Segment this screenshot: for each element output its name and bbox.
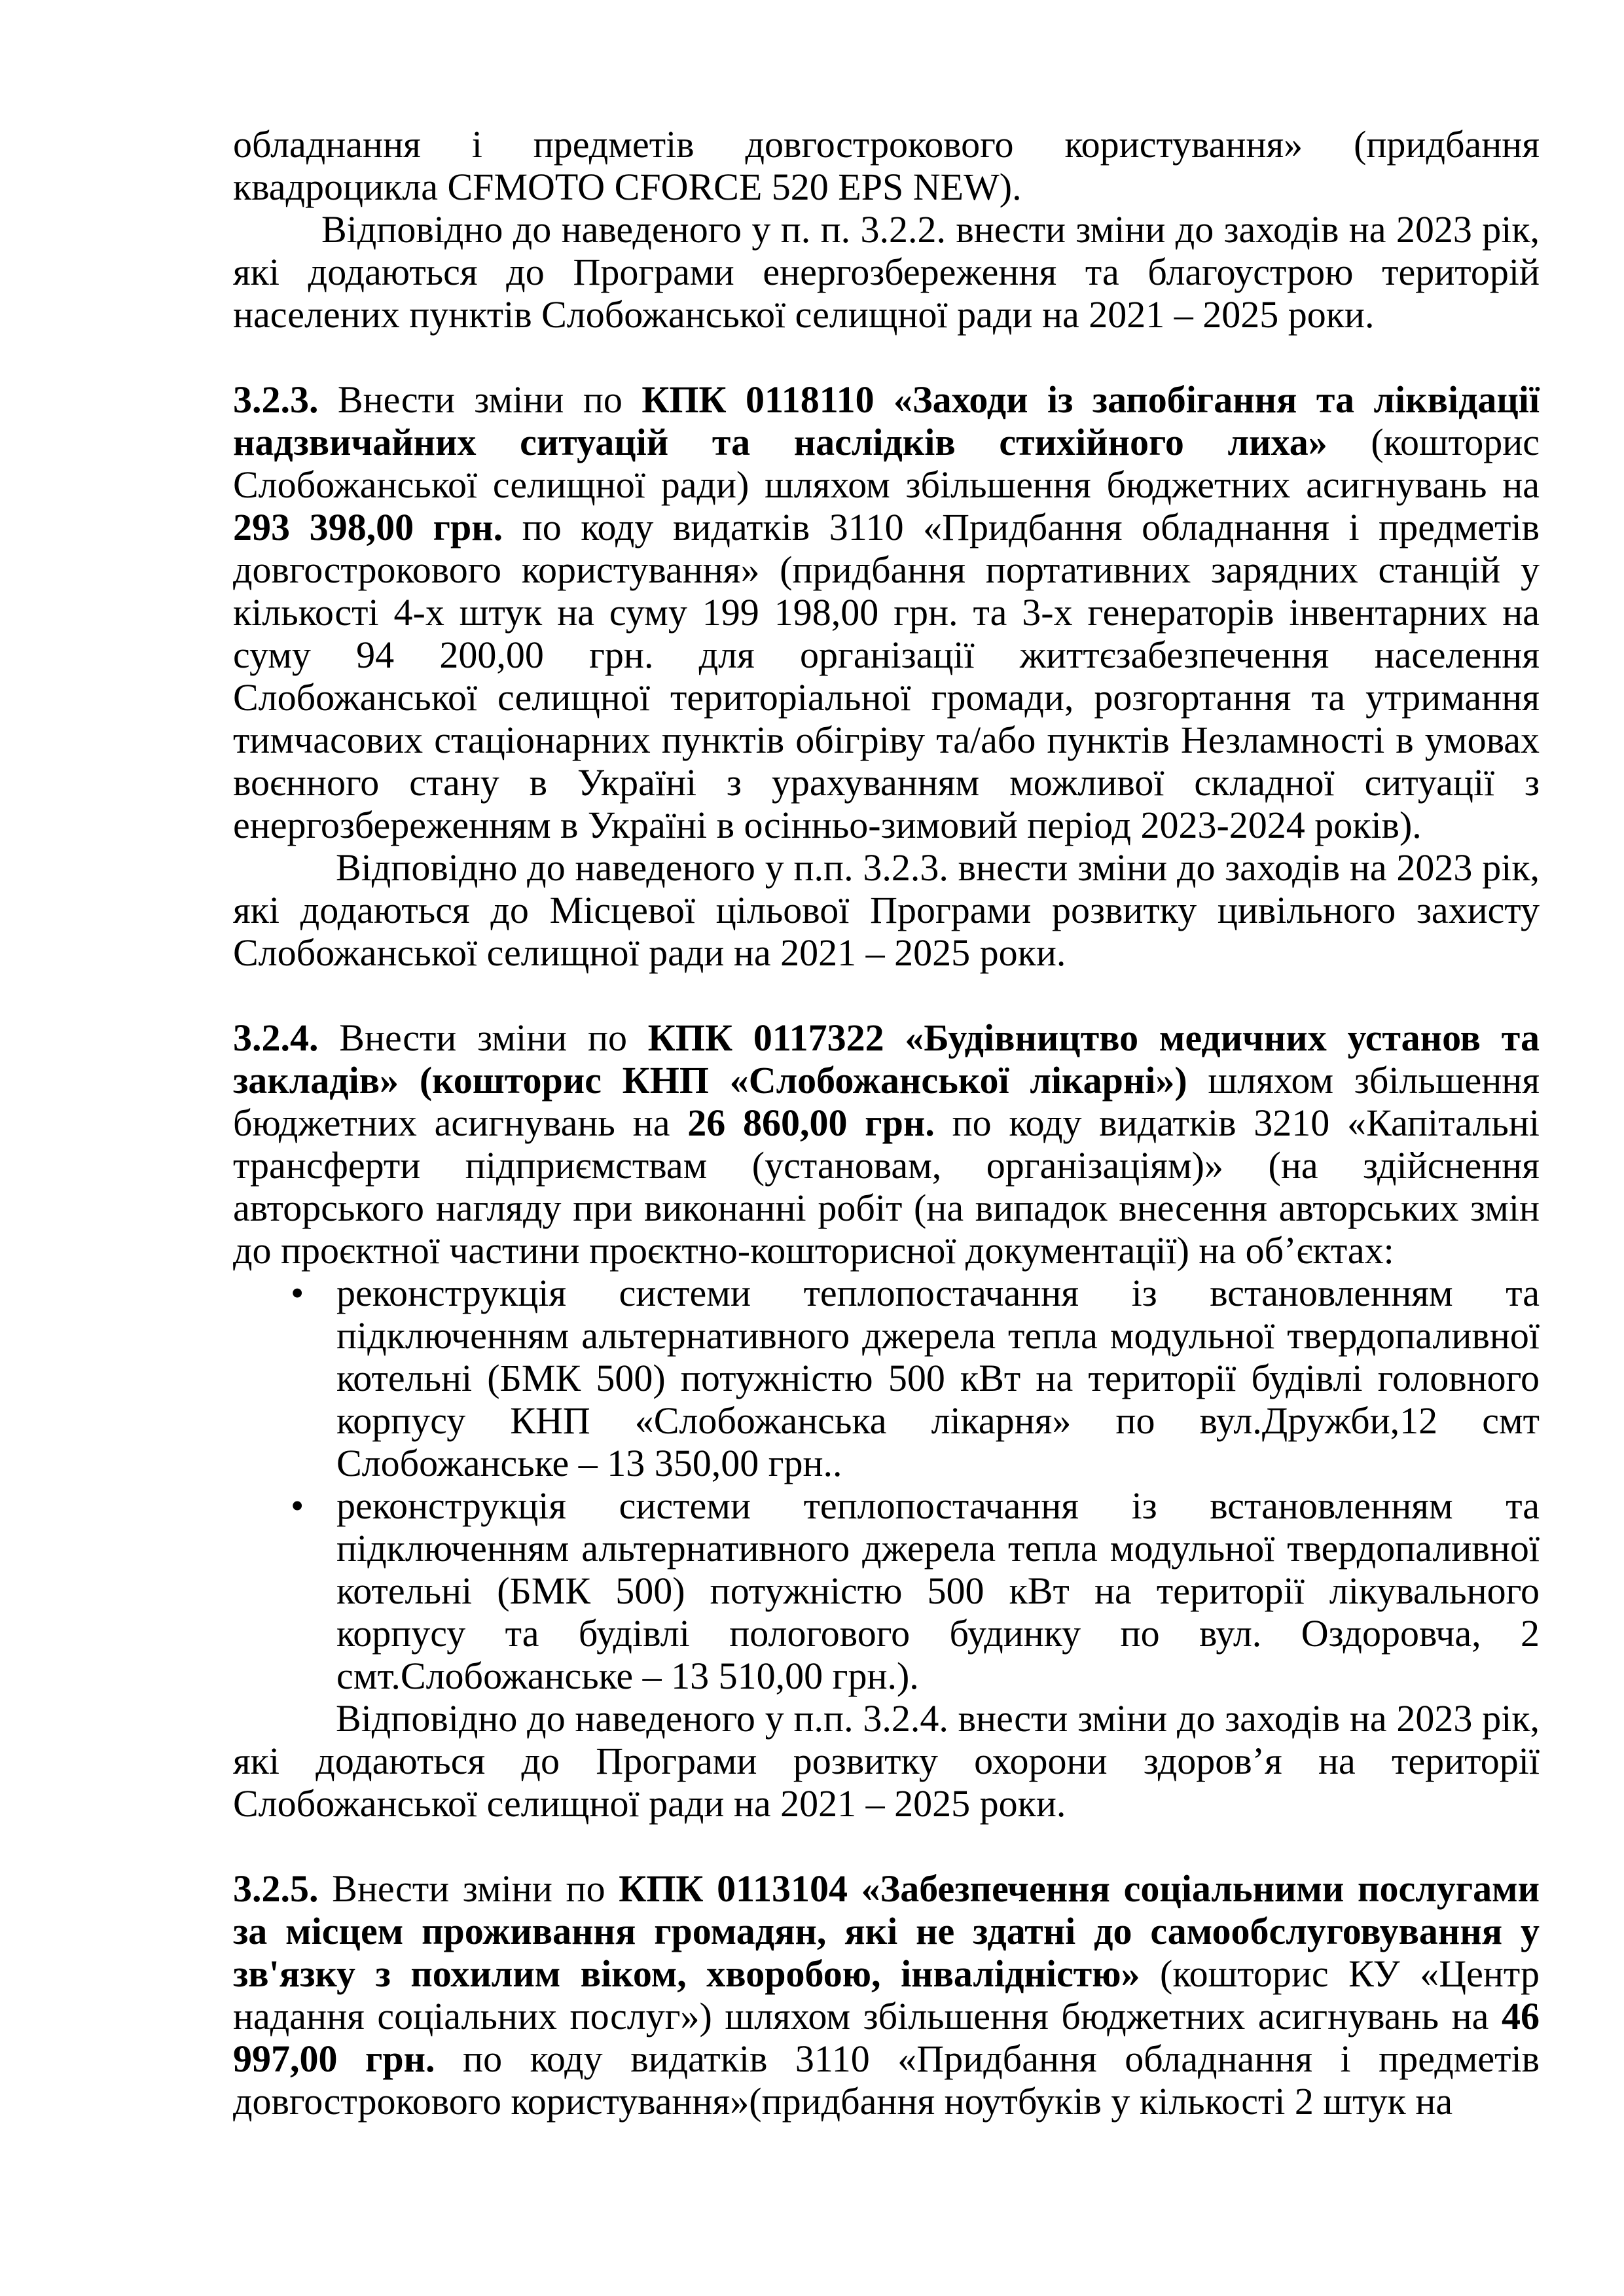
paragraph-note-324 bbox=[233, 1697, 1540, 1825]
amount: 293 398,00 грн. bbox=[233, 506, 503, 548]
bullet-icon: • bbox=[291, 1484, 304, 1527]
section-number: 3.2.5. bbox=[233, 1867, 319, 1910]
kpk-title: КПК 0113104 «Забезпечення соціальними послугами за місцем проживання громадян, які не здатні до самообслуговування у зв'язку з похилим віком, хворобою, інвалідністю» bbox=[233, 1867, 1540, 1995]
section-number: 3.2.3. bbox=[233, 378, 319, 421]
kpk-title: КПК 0118110 «Заходи із запобігання та ліквідації надзвичайних ситуацій та наслідків стихійного лиха» bbox=[233, 378, 1540, 463]
amount: 46 997,00 грн. bbox=[233, 1995, 1540, 2080]
list-item bbox=[233, 1484, 1540, 1697]
section-number: 3.2.4. bbox=[233, 1016, 319, 1059]
text: по коду видатків 3110 «Придбання обладнання і предметів довгострокового користування» (придбання портативних зарядних станцій у кількості 4-х штук на суму 199 198,00 грн. та 3-х генераторів інвентарних на суму 94 200,00 грн. для організації життєзабезпечення населення Слобожанської селищної територіальної громади, розгортання та утримання тимчасових стаціонарних пунктів обігріву та/або пунктів Незламності в умовах воєнного стану в Україні з урахуванням можливої складної ситуації з енергозбереженням в Україні в осінньо-зимовий період 2023-2024 років). bbox=[233, 506, 1540, 846]
paragraph-note-323 bbox=[233, 846, 1540, 974]
text: обладнання і предметів довгострокового користування» (придбання квадроцикла CFMOTO CFORCE 520 EPS NEW). bbox=[233, 123, 1540, 208]
text: по коду видатків 3110 «Придбання обладнання і предметів довгострокового користування»(придбання ноутбуків у кількості 2 штук на bbox=[233, 2037, 1540, 2123]
text: по коду видатків 3210 «Капітальні трансферти підприємствам (установам, організаціям)» (на здійснення авторського нагляду при виконанні робіт (на випадок внесення авторських змін до проєктної частини проєктно-кошторисної документації) на об’єктах: bbox=[233, 1102, 1540, 1272]
text: реконструкція системи теплопостачання із встановленням та підключенням альтернативного джерела тепла модульної твердопаливної котельні (БМК 500) потужністю 500 кВт на території лікувального корпусу та будівлі пологового будинку по вул. Оздоровча, 2 смт.Слобожанське – 13 510,00 грн.). bbox=[336, 1484, 1540, 1697]
text: (кошторис КУ «Центр надання соціальних послуг») шляхом збільшення бюджетних асигнувань на bbox=[233, 1952, 1540, 2037]
text: Внести зміни по bbox=[318, 1016, 648, 1059]
text: Внести зміни по bbox=[318, 1867, 619, 1910]
text: Відповідно до наведеного у п.п. 3.2.4. внести зміни до заходів на 2023 рік, які додаються до Програми розвитку охорони здоров’я на території Слобожанської селищної ради на 2021 – 2025 роки. bbox=[233, 1697, 1540, 1825]
paragraph-continuation bbox=[233, 123, 1540, 208]
text: Відповідно до наведеного у п.п. 3.2.3. внести зміни до заходів на 2023 рік, які додаються до Місцевої цільової Програми розвитку цивільного захисту Слобожанської селищної ради на 2021 – 2025 роки. bbox=[233, 846, 1540, 974]
bullet-icon: • bbox=[291, 1272, 304, 1314]
document-page bbox=[233, 123, 1540, 2123]
paragraph-note-322 bbox=[233, 208, 1540, 336]
text: (кошторис Слобожанської селищної ради) шляхом збільшення бюджетних асигнувань на bbox=[233, 421, 1540, 506]
kpk-title: КПК 0117322 «Будівництво медичних установ та закладів» (кошторис КНП «Слобожанської лікарні») bbox=[233, 1016, 1540, 1102]
section-3-2-5 bbox=[233, 1867, 1540, 2123]
text: шляхом збільшення бюджетних асигнувань на bbox=[233, 1059, 1540, 1144]
text: реконструкція системи теплопостачання із встановленням та підключенням альтернативного джерела тепла модульної твердопаливної котельні (БМК 500) потужністю 500 кВт на території будівлі головного корпусу КНП «Слобожанська лікарня» по вул.Дружби,12 смт Слобожанське – 13 350,00 грн.. bbox=[336, 1272, 1540, 1484]
section-3-2-4 bbox=[233, 1016, 1540, 1272]
amount: 26 860,00 грн. bbox=[687, 1102, 935, 1144]
text: Відповідно до наведеного у п. п. 3.2.2. внести зміни до заходів на 2023 рік, які додаються до Програми енергозбереження та благоустрою територій населених пунктів Слобожанської селищної ради на 2021 – 2025 роки. bbox=[233, 208, 1540, 336]
object-list bbox=[233, 1272, 1540, 1697]
section-3-2-3 bbox=[233, 378, 1540, 846]
list-item bbox=[233, 1272, 1540, 1484]
text: Внести зміни по bbox=[318, 378, 642, 421]
